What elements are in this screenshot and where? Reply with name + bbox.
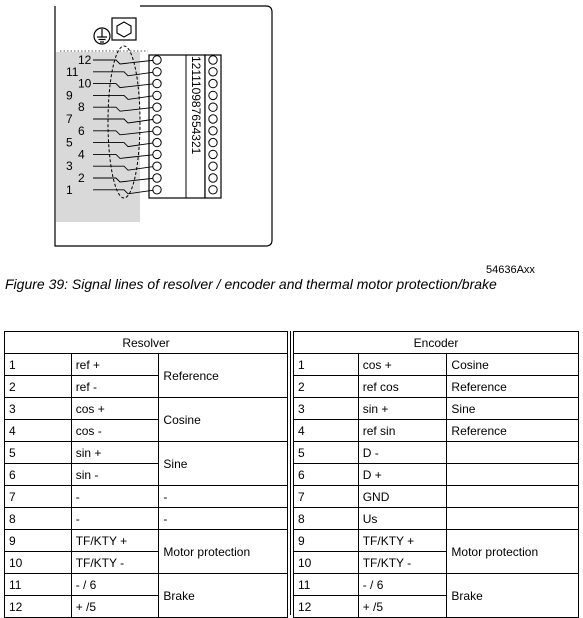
terminal-screw [153, 91, 161, 99]
pin-cell: 2 [5, 376, 72, 398]
terminal-screw [209, 186, 217, 194]
pin-label: 4 [78, 147, 85, 162]
pin-label: 6 [78, 123, 85, 138]
connector-drawing [0, 0, 583, 260]
signal-cell: cos - [71, 420, 159, 442]
pin-label: 5 [66, 135, 73, 150]
terminal-screw [153, 186, 161, 194]
desc-cell: Reference [447, 420, 579, 442]
signal-cell: - [71, 508, 159, 530]
pin-cell: 2 [294, 376, 359, 398]
table-row [294, 530, 579, 552]
signal-cell: GND [358, 486, 447, 508]
pin-label: 3 [66, 159, 73, 174]
desc-cell: Sine [447, 398, 579, 420]
pin-label: 9 [66, 88, 73, 103]
desc-cell: Cosine [447, 354, 579, 376]
signal-cell: D + [358, 464, 447, 486]
pin-label: 8 [78, 100, 85, 115]
terminal-screw [209, 56, 217, 64]
terminal-screw [209, 174, 217, 182]
table-row [5, 530, 288, 552]
terminal-screw [209, 150, 217, 158]
table-row [294, 508, 579, 530]
pin-cell: 4 [5, 420, 72, 442]
terminal-screw [153, 68, 161, 76]
group-cell: Brake [159, 574, 288, 618]
pin-cell: 8 [294, 508, 359, 530]
table-row [294, 354, 579, 376]
desc-cell [447, 508, 579, 530]
pin-cell: 10 [294, 552, 359, 574]
pin-cell: 4 [294, 420, 359, 442]
pin-cell: 1 [5, 354, 72, 376]
table-divider [290, 331, 291, 615]
resolver-table [4, 331, 288, 618]
figure-code: 54636Axx [486, 264, 535, 276]
table-row [294, 574, 579, 596]
terminal-screw [209, 127, 217, 135]
table-row [294, 442, 579, 464]
signal-cell: sin - [71, 464, 159, 486]
pin-cell: 3 [294, 398, 359, 420]
figure-caption: Figure 39: Signal lines of resolver / encoder and thermal motor protection/brake [5, 276, 497, 292]
group-cell: - [159, 508, 288, 530]
signal-cell: ref sin [358, 420, 447, 442]
hex-nut-icon [112, 18, 136, 40]
signal-cell: sin + [71, 442, 159, 464]
signal-cell: Us [358, 508, 447, 530]
terminal-screw [209, 138, 217, 146]
table-row [5, 508, 288, 530]
pin-cell: 8 [5, 508, 72, 530]
pin-label: 12 [78, 53, 92, 67]
group-cell: Motor protection [159, 530, 288, 574]
table-row [5, 574, 288, 596]
signal-cell: ref + [71, 354, 159, 376]
pin-cell: 12 [5, 596, 72, 618]
pin-cell: 5 [294, 442, 359, 464]
signal-cell: + /5 [358, 596, 447, 618]
group-cell: Cosine [159, 398, 288, 442]
signal-cell: + /5 [71, 596, 159, 618]
terminal-screw [153, 174, 161, 182]
table-row [294, 376, 579, 398]
terminal-screw [209, 91, 217, 99]
wiring-diagram [0, 0, 583, 260]
group-cell: Sine [159, 442, 288, 486]
pin-cell: 11 [294, 574, 359, 596]
signal-cell: TF/KTY - [71, 552, 159, 574]
table-row [5, 442, 288, 464]
signal-cell: TF/KTY + [71, 530, 159, 552]
desc-cell [447, 486, 579, 508]
desc-cell [447, 442, 579, 464]
pin-cell: 5 [5, 442, 72, 464]
terminal-screw [153, 56, 161, 64]
signal-cell: sin + [358, 398, 447, 420]
pin-label: 10 [78, 76, 92, 91]
pin-cell: 6 [294, 464, 359, 486]
pin-cell: 12 [294, 596, 359, 618]
strip-pin-labels: 121110987654321 [189, 56, 203, 155]
signal-cell: D - [358, 442, 447, 464]
pin-cell: 9 [5, 530, 72, 552]
pin-cell: 6 [5, 464, 72, 486]
desc-cell: Brake [447, 574, 579, 618]
terminal-screw [209, 103, 217, 111]
signal-cell: - [71, 486, 159, 508]
signal-cell: ref cos [358, 376, 447, 398]
table-row [5, 398, 288, 420]
signal-cell: - / 6 [71, 574, 159, 596]
pin-cell: 10 [5, 552, 72, 574]
pin-cell: 9 [294, 530, 359, 552]
signal-cell: TF/KTY - [358, 552, 447, 574]
group-cell: - [159, 486, 288, 508]
ground-symbol-icon [94, 28, 110, 44]
table-row [294, 486, 579, 508]
table-row [5, 486, 288, 508]
pin-label: 11 [66, 64, 79, 79]
signal-cell: ref - [71, 376, 159, 398]
table-row [294, 464, 579, 486]
desc-cell: Reference [447, 376, 579, 398]
signal-cell: TF/KTY + [358, 530, 447, 552]
table-row [294, 420, 579, 442]
pin-cell: 1 [294, 354, 359, 376]
terminal-screw [153, 79, 161, 87]
encoder-table [293, 331, 579, 618]
signal-tables [4, 331, 579, 615]
terminal-screw [153, 115, 161, 123]
resolver-title: Resolver [5, 332, 288, 354]
terminal-screw [209, 162, 217, 170]
pin-cell: 7 [5, 486, 72, 508]
signal-cell: cos + [358, 354, 447, 376]
pin-label: 2 [78, 171, 85, 185]
terminal-screw [153, 150, 161, 158]
signal-cell: cos + [71, 398, 159, 420]
pin-cell: 11 [5, 574, 72, 596]
terminal-screw [153, 138, 161, 146]
terminal-screw [153, 162, 161, 170]
signal-cell: - / 6 [358, 574, 447, 596]
terminal-screw [153, 127, 161, 135]
pin-cell: 7 [294, 486, 359, 508]
terminal-screw [209, 68, 217, 76]
table-row [294, 398, 579, 420]
terminal-screw [153, 103, 161, 111]
desc-cell: Motor protection [447, 530, 579, 574]
terminal-screw [209, 79, 217, 87]
pin-label: 7 [66, 112, 73, 126]
encoder-title: Encoder [294, 332, 579, 354]
terminal-screw [209, 115, 217, 123]
group-cell: Reference [159, 354, 288, 398]
desc-cell [447, 464, 579, 486]
pin-cell: 3 [5, 398, 72, 420]
pin-label: 1 [66, 182, 73, 197]
table-row [5, 354, 288, 376]
